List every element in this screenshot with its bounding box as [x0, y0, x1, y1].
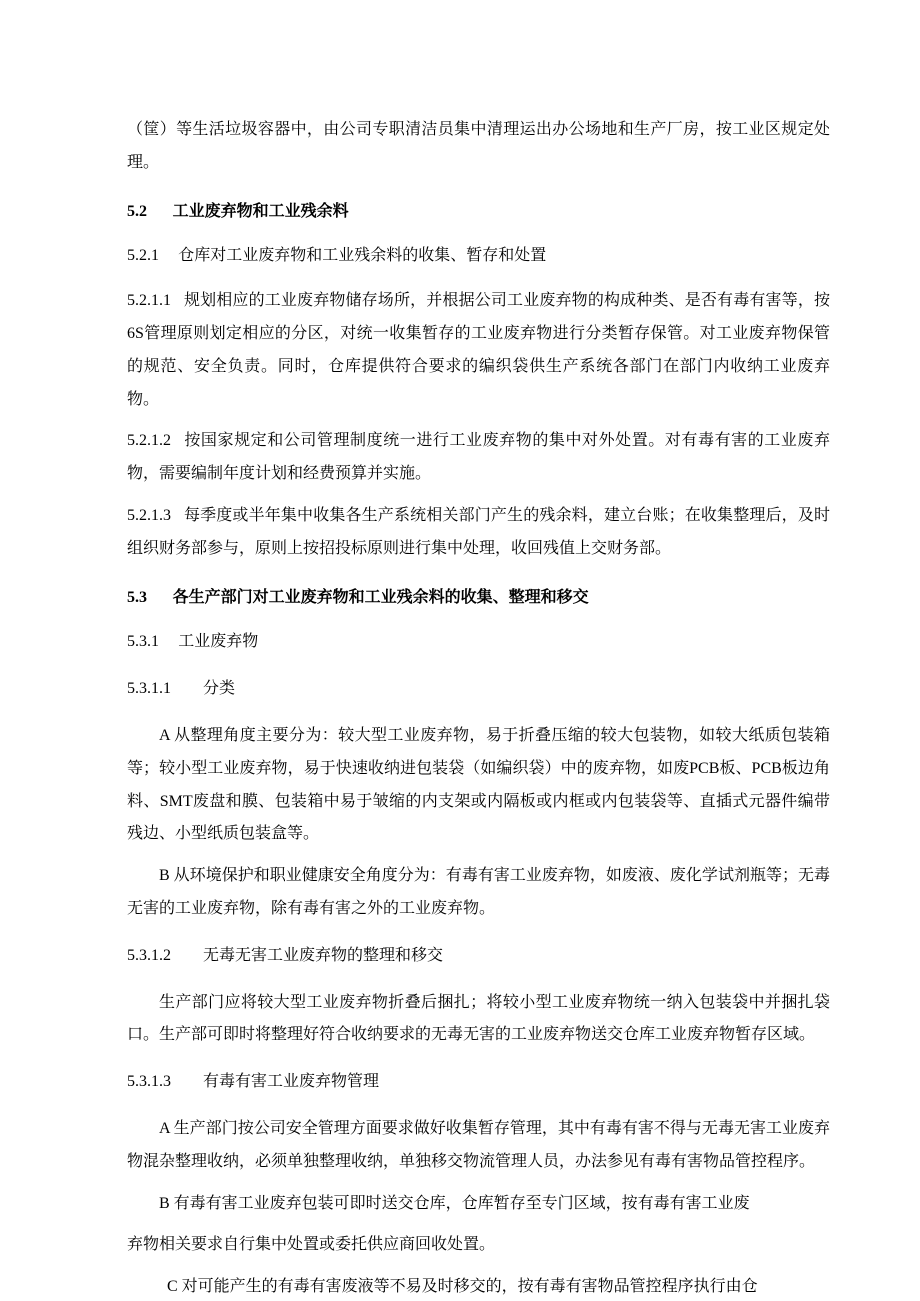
- paragraph-text: 工业废弃物: [178, 633, 259, 651]
- clause-heading: [127, 940, 830, 973]
- section-heading: [127, 582, 830, 615]
- paragraph-text: 每季度或半年集中收集各生产系统相关部门产生的残余料，建立台账；在收集整理后，及时组织财务部参与，原则上按招投标原则进行集中处理，收回残值上交财务部。: [127, 506, 830, 557]
- paragraph-text: 按国家规定和公司管理制度统一进行工业废弃物的集中对外处置。对有毒有害的工业废弃物，需要编制年度计划和经费预算并实施。: [127, 432, 830, 483]
- paragraph-text: 无毒无害工业废弃物的整理和移交: [203, 946, 444, 964]
- section-heading: [127, 196, 830, 229]
- paragraph-text: 工业废弃物和工业残余料: [172, 202, 349, 220]
- clause-number: 5.2: [127, 202, 147, 220]
- body-paragraph: [127, 114, 830, 180]
- sub-section-heading: [127, 626, 830, 659]
- clause-number: 5.2.1.1: [127, 292, 171, 310]
- paragraph-text: B 有毒有害工业废弃包装可即时送交仓库，仓库暂存至专门区域，按有毒有害工业废: [159, 1194, 750, 1212]
- paragraph-text: 各生产部门对工业废弃物和工业残余料的收集、整理和移交: [172, 588, 589, 606]
- paragraph-text: 生产部门应将较大型工业废弃物折叠后捆扎；将较小型工业废弃物统一纳入包装袋中并捆扎袋口。生产部可即时将整理好符合收纳要求的无毒无害的工业废弃物送交仓库工业废弃物暂存区域。: [127, 993, 830, 1044]
- body-paragraph: [127, 720, 830, 851]
- body-paragraph: [127, 987, 830, 1053]
- body-paragraph: [127, 1271, 830, 1301]
- clause-number: 5.2.1.3: [127, 506, 171, 524]
- clause-number: 5.3.1.2: [127, 946, 171, 964]
- paragraph-text: （筐）等生活垃圾容器中，由公司专职清洁员集中清理运出办公场地和生产厂房，按工业区规定处理。: [127, 121, 830, 171]
- paragraph-text: 弃物相关要求自行集中处置或委托供应商回收处置。: [127, 1236, 496, 1254]
- clause-number: 5.3.1.1: [127, 680, 171, 698]
- clause-number: 5.3.1.3: [127, 1073, 171, 1091]
- paragraph-text: A 生产部门按公司安全管理方面要求做好收集暂存管理，其中有毒有害不得与无毒无害工业废弃物混杂整理收纳，必须单独整理收纳，单独移交物流管理人员，办法参见有毒有害物品管控程序。: [127, 1119, 830, 1170]
- body-paragraph: [127, 1113, 830, 1179]
- clause-number: 5.2.1.2: [127, 432, 171, 450]
- clause-heading: [127, 673, 830, 706]
- body-paragraph: [127, 285, 830, 416]
- paragraph-text: 规划相应的工业废弃物储存场所，并根据公司工业废弃物的构成种类、是否有毒有害等，按6S管理原则划定相应的分区，对统一收集暂存的工业废弃物进行分类暂存保管。对工业废弃物保管的规范、安全负责。同时，仓库提供符合要求的编织袋供生产系统各部门在部门内收纳工业废弃物。: [127, 292, 830, 408]
- paragraph-text: 仓库对工业废弃物和工业残余料的收集、暂存和处置: [178, 247, 547, 265]
- clause-heading: [127, 1066, 830, 1099]
- paragraph-text: A 从整理角度主要分为：较大型工业废弃物，易于折叠压缩的较大包装物，如较大纸质包装箱等；较小型工业废弃物，易于快速收纳进包装袋（如编织袋）中的废弃物，如废PCB板、PCB板边角料、SMT废盘和膜、包装箱中易于皱缩的内支架或内隔板或内框或内包装袋等、直插式元器件编带残边、小型纸质包装盒等。: [127, 726, 830, 843]
- document-body: [127, 114, 830, 1301]
- paragraph-text: 分类: [203, 680, 236, 698]
- paragraph-text: B 从环境保护和职业健康安全角度分为：有毒有害工业废弃物，如废液、废化学试剂瓶等；无毒无害的工业废弃物，除有毒有害之外的工业废弃物。: [127, 867, 830, 917]
- paragraph-text: 有毒有害工业废弃物管理: [203, 1073, 380, 1091]
- body-paragraph: [127, 500, 830, 566]
- body-paragraph: [127, 425, 830, 491]
- clause-number: 5.3: [127, 588, 147, 606]
- sub-section-heading: [127, 240, 830, 273]
- body-paragraph: [127, 860, 830, 926]
- clause-number: 5.3.1: [127, 633, 159, 651]
- paragraph-text: C 对可能产生的有毒有害废液等不易及时移交的，按有毒有害物品管控程序执行由仓: [167, 1278, 758, 1296]
- body-paragraph: [127, 1229, 830, 1262]
- body-paragraph: [127, 1188, 830, 1221]
- clause-number: 5.2.1: [127, 247, 159, 265]
